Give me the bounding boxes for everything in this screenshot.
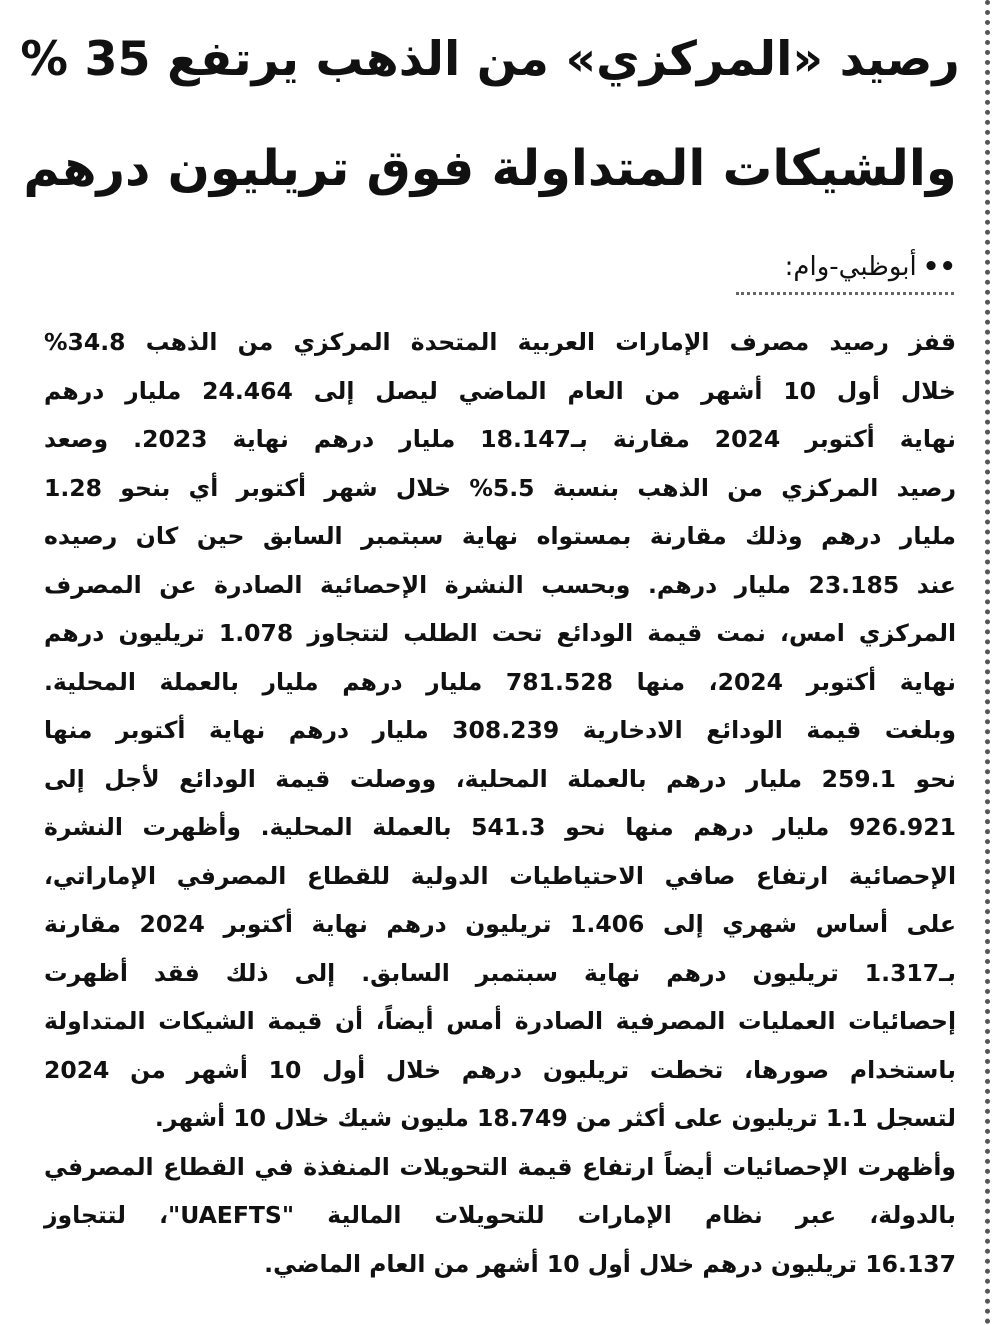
byline	[696, 250, 956, 284]
body-line: المركزي امس، نمت قيمة الودائع تحت الطلب لتتجاوز 1.078 تريليون درهم	[44, 619, 956, 647]
body-line: باستخدام صورها، تخطت تريليون درهم خلال أول 10 أشهر من 2024	[44, 1055, 957, 1084]
body-line: لتسجل 1.1 تريليون على أكثر من 18.749 مليون شيك خلال 10 أشهر.	[154, 1104, 956, 1132]
body-line: وبلغت قيمة الودائع الادخارية 308.239 مليار درهم نهاية أكتوبر منها	[44, 716, 956, 744]
headline	[20, 6, 960, 222]
headline-line-2: والشيكات المتداولة فوق تريليون درهم	[23, 139, 957, 197]
body-line: وأظهرت الإحصائيات أيضاً ارتفاع قيمة التحويلات المنفذة في القطاع المصرفي	[44, 1152, 956, 1181]
body-line: عند 23.185 مليار درهم. وبحسب النشرة الإحصائية الصادرة عن المصرف	[44, 570, 956, 599]
body-line: خلال أول 10 أشهر من العام الماضي ليصل إلى 24.464 مليار درهم	[44, 376, 956, 405]
byline-bullets: ••	[922, 252, 956, 282]
body-line: 926.921 مليار درهم منها نحو 541.3 بالعملة المحلية. وأظهرت النشرة	[44, 813, 956, 841]
body-line: إحصائيات العمليات المصرفية الصادرة أمس أيضاً، أن قيمة الشيكات المتداولة	[44, 1007, 956, 1035]
headline-line-1: رصيد «المركزي» من الذهب يرتفع 35 %	[20, 32, 960, 87]
byline-divider	[736, 292, 954, 295]
body-line: 16.137 تريليون درهم خلال أول 10 أشهر من العام الماضي.	[264, 1249, 956, 1278]
body-line: بـ1.317 تريليون درهم نهاية سبتمبر السابق. إلى ذلك فقد أظهرت	[44, 958, 956, 987]
body-line: رصيد المركزي من الذهب بنسبة 5.5% خلال شهر أكتوبر أي بنحو 1.28	[44, 473, 957, 502]
article-body	[44, 318, 956, 1288]
body-line: نحو 259.1 مليار درهم بالعملة المحلية، ووصلت قيمة الودائع لأجل إلى	[44, 764, 956, 793]
body-line: بالدولة، عبر نظام الإمارات للتحويلات المالية "UAEFTS"، لتتجاوز	[44, 1201, 956, 1229]
body-line: على أساس شهري إلى 1.406 تريليون درهم نهاية أكتوبر 2024 مقارنة	[44, 910, 957, 938]
body-line: مليار درهم وذلك مقارنة بمستواه نهاية سبتمبر السابق حين كان رصيده	[44, 522, 956, 550]
body-line: نهاية أكتوبر 2024، منها 781.528 مليار درهم مليار بالعملة المحلية.	[44, 667, 956, 696]
body-line: نهاية أكتوبر 2024 مقارنة بـ18.147 مليار درهم نهاية 2023. وصعد	[44, 425, 956, 453]
body-line: الإحصائية ارتفاع صافي الاحتياطيات الدولية للقطاع المصرفي الإماراتي،	[44, 861, 956, 890]
byline-text: أبوظبي-وام:	[784, 252, 917, 282]
body-line: قفز رصيد مصرف الإمارات العربية المتحدة المركزي من الذهب 34.8%	[44, 328, 956, 356]
column-dotted-border	[985, 0, 990, 1325]
